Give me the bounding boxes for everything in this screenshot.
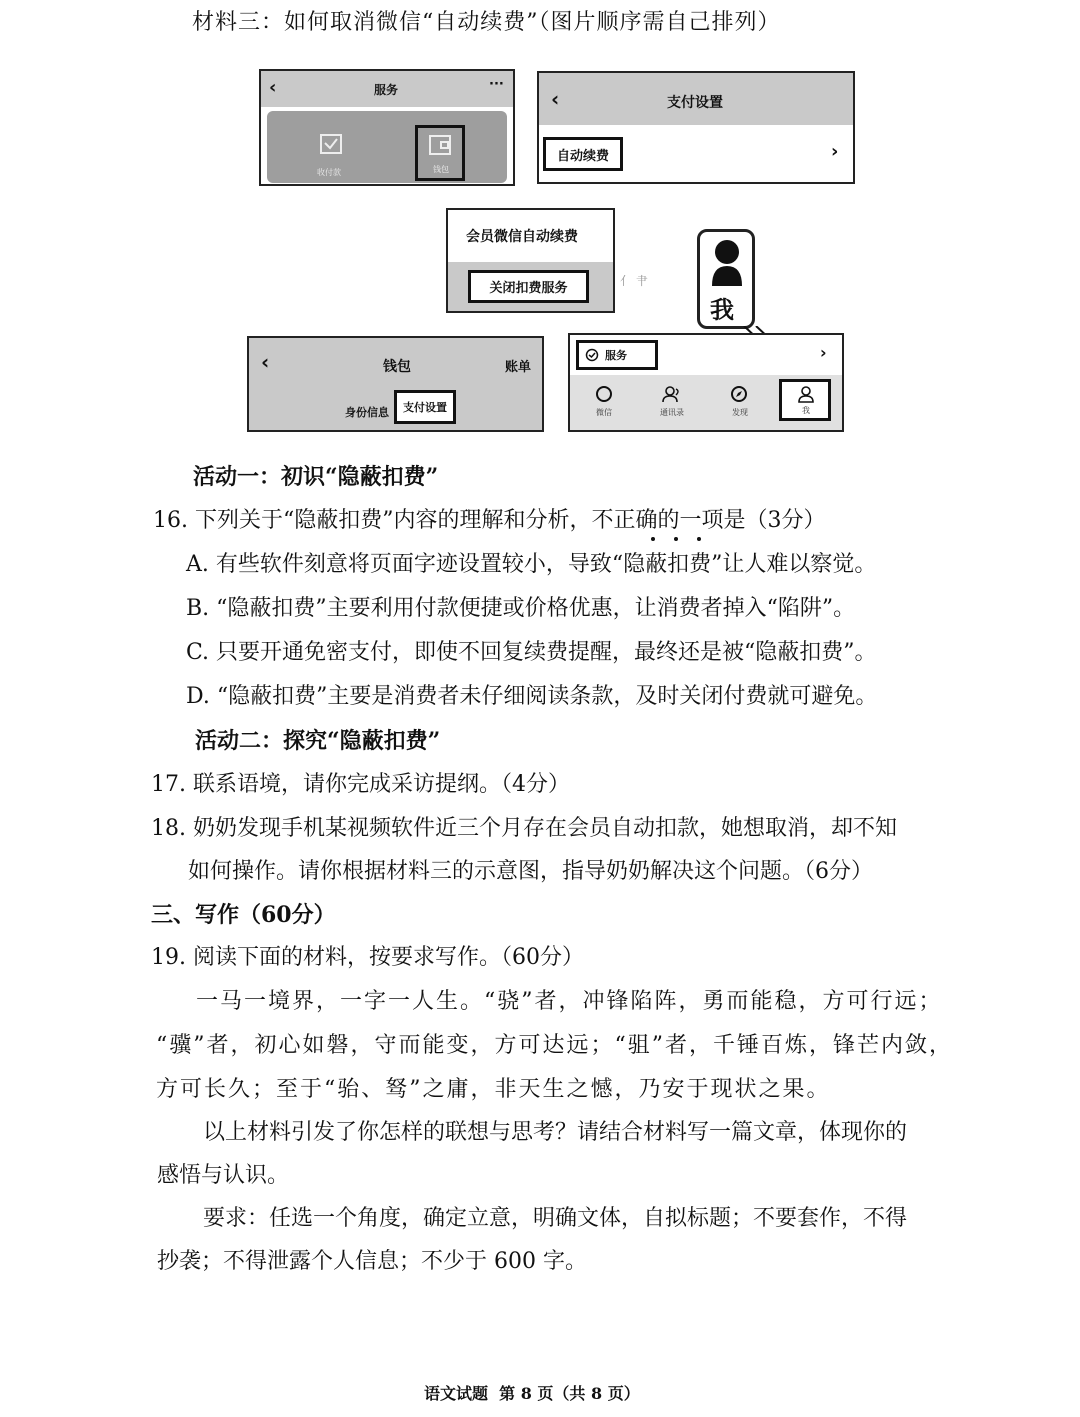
- q16-option-a: A. 有些软件刻意将页面字迹设置较小，导致“隐蔽扣费”让人难以察觉。: [186, 552, 877, 577]
- tab-chat-label: 微信: [596, 408, 612, 417]
- wallet-icon: [428, 134, 454, 158]
- q19-req-line1: 要求：任选一个角度，确定立意，明确文体，自拟标题；不要套作，不得: [203, 1206, 908, 1231]
- back-icon: ‹: [551, 87, 560, 111]
- contacts-tab-icon[interactable]: [662, 385, 682, 403]
- q19-material-line3: 方可长久；至于“骀、驽”之庸，非天生之憾，乃安于现状之果。: [156, 1077, 831, 1102]
- pay-settings-title: 支付设置: [667, 95, 723, 111]
- q16-stem: 16. 下列关于“隐蔽扣费”内容的理解和分析，不正确的一项是（3分）: [153, 508, 826, 533]
- section3-title: 三、写作（60分）: [151, 902, 336, 928]
- q18-line1: 18. 奶奶发现手机某视频软件近三个月存在会员自动扣款，她想取消，却不知: [151, 816, 897, 841]
- back-icon: ‹: [269, 77, 277, 98]
- me-callout-label: 我: [710, 296, 734, 324]
- q19-stem: 19. 阅读下面的材料，按要求写作。（60分）: [151, 945, 584, 970]
- me-callout: [697, 229, 755, 329]
- back-icon: ‹: [261, 350, 270, 374]
- service-entry[interactable]: [576, 340, 658, 370]
- emphasis-dot: [674, 537, 678, 541]
- auto-renew-row[interactable]: 自动续费: [543, 137, 623, 171]
- service-label: 服务: [605, 349, 627, 362]
- wallet-title: 钱包: [383, 359, 411, 375]
- page-footer: 语文试题 第 8 页（共 8 页）: [424, 1384, 640, 1403]
- discover-tab-icon[interactable]: [730, 385, 748, 403]
- q19-req-line2: 抄袭；不得泄露个人信息；不少于 600 字。: [157, 1249, 587, 1274]
- tab-contacts-label: 通讯录: [660, 408, 684, 417]
- chevron-right-icon: ›: [820, 343, 827, 362]
- bill-link[interactable]: 账单: [505, 360, 532, 375]
- tab-me-label: 我: [802, 406, 810, 415]
- q16-option-c: C. 只要开通免密支付，即使不回复续费提醒，最终还是被“隐蔽扣费”。: [186, 640, 877, 665]
- wallet-label: 钱包: [433, 165, 449, 174]
- emphasis-dot: [697, 537, 701, 541]
- pay-settings-button[interactable]: 支付设置: [394, 390, 456, 424]
- wallet-screenshot: [247, 336, 544, 432]
- member-renew-screenshot: [446, 208, 615, 313]
- close-deduction-button[interactable]: 关闭扣费服务: [468, 270, 589, 303]
- scan-pay-icon: [319, 133, 345, 157]
- q19-prompt-line1: 以上材料引发了你怎样的联想与思考？请结合材料写一篇文章，体现你的: [203, 1120, 908, 1145]
- activity1-title: 活动一：初识“隐蔽扣费”: [193, 464, 439, 490]
- stray-mark: 亻 肀: [620, 274, 648, 288]
- id-info-link[interactable]: 身份信息: [345, 406, 389, 419]
- q19-material-line2: “骥”者，初心如磐，守而能变，方可达远；“驵”者，千锤百炼，锋芒内敛，: [156, 1033, 953, 1058]
- me-tab-highlight[interactable]: [779, 379, 831, 421]
- member-title: 会员微信自动续费: [466, 229, 578, 245]
- services-title: 服务: [374, 83, 399, 97]
- material-title: 材料三：如何取消微信“自动续费”（图片顺序需自己排列）: [192, 10, 781, 35]
- me-tab-screenshot: [568, 333, 844, 432]
- chat-tab-icon[interactable]: [595, 385, 613, 403]
- emphasis-dot: [651, 537, 655, 541]
- services-screenshot: [259, 69, 515, 186]
- more-icon: ···: [489, 77, 504, 92]
- q19-prompt-line2: 感悟与认识。: [157, 1163, 290, 1188]
- q19-material-line1: 一马一境界，一字一人生。“骁”者，冲锋陷阵，勇而能稳，方可行远；: [196, 989, 943, 1014]
- wallet-highlight[interactable]: [415, 125, 465, 181]
- tab-discover-label: 发现: [732, 408, 748, 417]
- q16-option-b: B. “隐蔽扣费”主要利用付款便捷或价格优惠，让消费者掉入“陷阱”。: [186, 596, 856, 621]
- q17-text: 17. 联系语境，请你完成采访提纲。（4分）: [151, 772, 570, 797]
- service-icon: [585, 348, 599, 362]
- q16-option-d: D. “隐蔽扣费”主要是消费者未仔细阅读条款，及时关闭付费就可避免。: [186, 684, 878, 709]
- me-tab-icon: [798, 385, 814, 403]
- pay-settings-screenshot: [537, 71, 855, 184]
- q18-line2: 如何操作。请你根据材料三的示意图，指导奶奶解决这个问题。（6分）: [188, 859, 873, 884]
- chevron-right-icon: ›: [831, 141, 839, 162]
- pay-label: 收付款: [317, 168, 341, 177]
- person-icon: [710, 238, 744, 288]
- activity2-title: 活动二：探究“隐蔽扣费”: [195, 728, 441, 754]
